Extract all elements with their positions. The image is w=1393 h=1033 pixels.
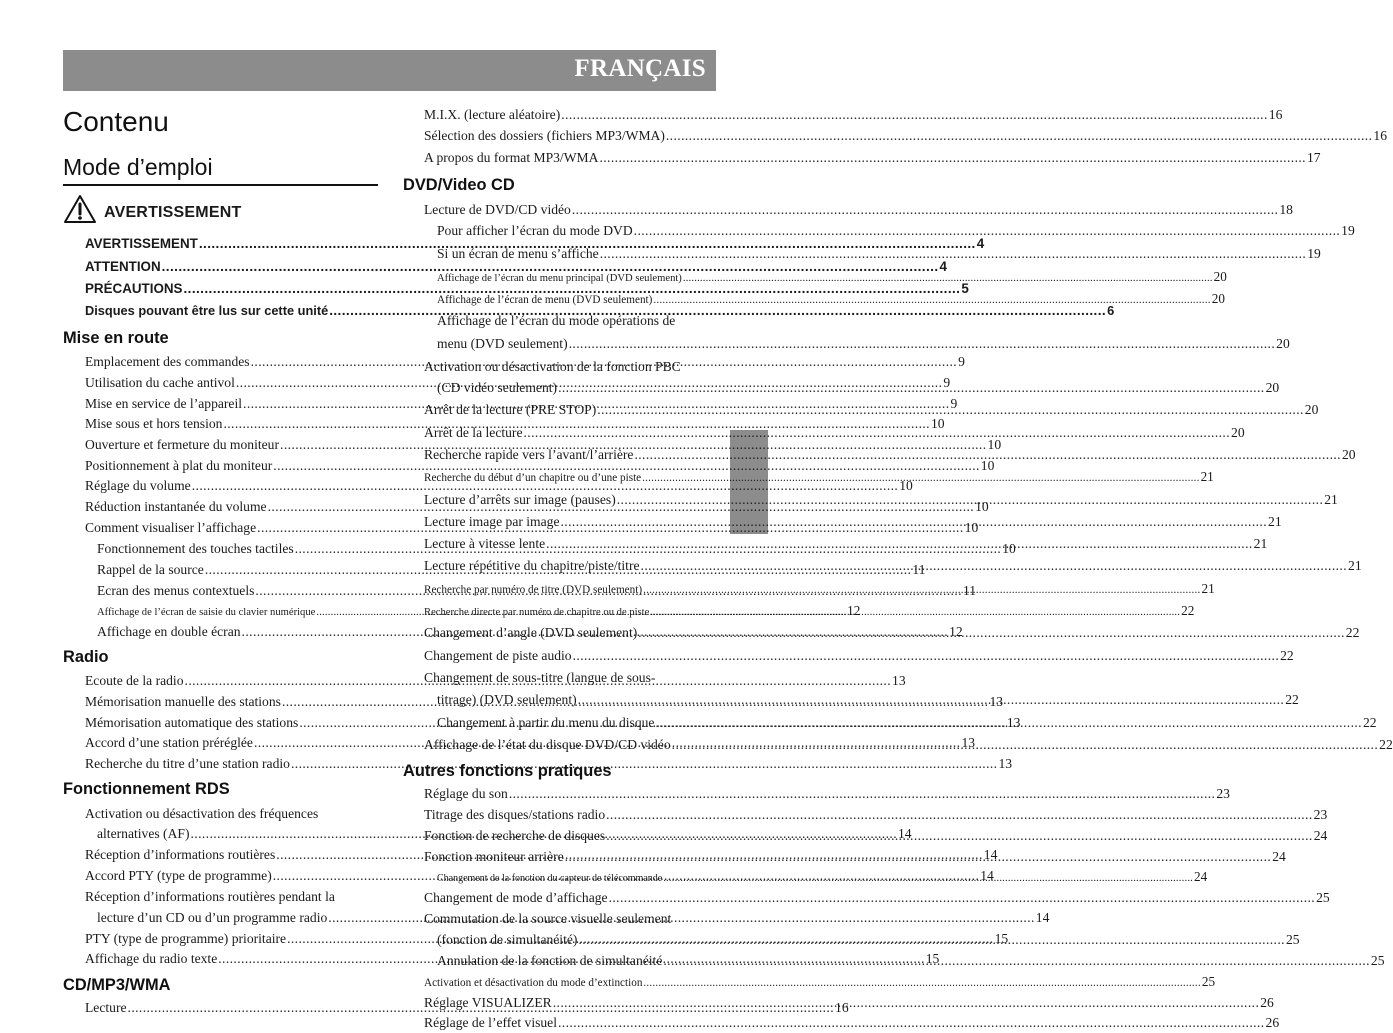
- page-subtitle: Mode d’emploi: [63, 154, 378, 186]
- toc-entry-text: Réduction instantanée du volume: [85, 499, 267, 514]
- toc-entry-page: 24: [1313, 828, 1328, 843]
- toc-entry-text: M.I.X. (lecture aléatoire): [424, 107, 561, 122]
- toc-entry-page: 19: [1341, 223, 1355, 238]
- toc-entry-text: A propos du format MP3/WMA: [424, 150, 599, 165]
- toc-entry-text: Activation et désactivation du mode d’extinction: [424, 977, 643, 989]
- toc-entry-page: 14: [1035, 910, 1050, 925]
- section-autres: Autres fonctions pratiques: [403, 762, 612, 780]
- toc-entry-text: Disques pouvant être lus sur cette unité: [85, 303, 329, 318]
- toc-entry-page: 10: [987, 437, 1002, 452]
- toc-entry-text: Utilisation du cache antivol: [85, 375, 235, 390]
- toc-entry-page: 17: [1306, 150, 1321, 165]
- toc-entry-text: Recherche par numéro de titre (DVD seulement): [424, 584, 643, 596]
- toc-entry-page: 21: [1200, 469, 1214, 484]
- toc-entry-text: Recherche du début d’un chapitre ou d’une piste: [424, 472, 642, 484]
- toc-entry-page: 4: [939, 259, 947, 274]
- toc-entry-text: Mise en service de l’appareil: [85, 396, 243, 411]
- toc-entry-text: Emplacement des commandes: [85, 354, 250, 369]
- toc-entry-page: 22: [1362, 715, 1377, 730]
- toc-entry-page: 16: [1373, 128, 1387, 143]
- toc-entry-text: Recherche directe par numéro de chapitre ou de piste: [424, 607, 650, 618]
- toc-entry[interactable]: [424, 783, 1230, 804]
- toc-entry-text: PRÉCAUTIONS: [85, 281, 183, 296]
- toc-entry-page: 19: [1307, 246, 1321, 261]
- toc-entry-text: Arrêt de la lecture (PRE STOP): [424, 402, 597, 417]
- toc-entry-text: Réglage VISUALIZER: [424, 995, 552, 1010]
- toc-entry-text: Ouverture et fermeture du moniteur: [85, 437, 280, 452]
- toc-entry-text: Affichage de l’écran de saisie du clavier numérique: [97, 607, 316, 618]
- toc-entry-text: (fonction de simultanéité): [437, 932, 578, 947]
- toc-entry-page: 25: [1316, 890, 1330, 905]
- toc-entry-text: Positionnement à plat du moniteur: [85, 458, 273, 473]
- toc-entry-text: Changement de sous-titre (langue de sous-: [424, 670, 656, 685]
- toc-entry-text: Lecture image par image: [424, 514, 560, 529]
- toc-entry-text: Changement de la fonction du capteur de télécommande: [437, 873, 663, 884]
- toc-entry-text: Mémorisation automatique des stations: [85, 715, 299, 730]
- toc-entry-text: Pour afficher l’écran du mode DVD: [437, 223, 633, 238]
- toc-entry-text: Commutation de la source visuelle seulement: [424, 911, 672, 926]
- toc-entry-page: 22: [1280, 648, 1294, 663]
- toc-entry[interactable]: [437, 266, 1227, 287]
- toc-entry-text: Mise sous et hors tension: [85, 416, 223, 431]
- toc-entry-page: 22: [1345, 625, 1360, 640]
- section-mise-en-route: Mise en route: [63, 329, 169, 347]
- toc-entry-page: 9: [958, 354, 965, 369]
- toc-entry-page: 18: [1279, 202, 1293, 217]
- toc-entry-text: Accord d’une station préréglée: [85, 735, 253, 750]
- toc-entry[interactable]: [424, 971, 1216, 992]
- toc-entry-page: 23: [1313, 807, 1328, 822]
- toc-entry-text: Changement d’angle (DVD seulement): [424, 625, 638, 640]
- toc-entry-page: 13: [989, 694, 1004, 709]
- toc-entry[interactable]: [424, 804, 1328, 825]
- toc-entry-text: Activation ou désactivation de la fonction PBC: [424, 359, 681, 374]
- toc-entry-page: 11: [962, 583, 977, 598]
- toc-entry-text: Recherche du titre d’une station radio: [85, 756, 290, 771]
- toc-entry[interactable]: [437, 288, 1225, 309]
- toc-entry-text: Ecran des menus contextuels: [97, 583, 255, 598]
- language-banner: [63, 50, 716, 91]
- toc-entry-page: 10: [899, 478, 913, 493]
- page-title: Contenu: [63, 106, 169, 137]
- toc-entry-text: AVERTISSEMENT: [85, 236, 198, 251]
- toc-entry-page: 25: [1285, 932, 1300, 947]
- toc-entry-page: 21: [1348, 558, 1362, 573]
- toc-entry-page: 13: [892, 673, 906, 688]
- toc-entry-page: 20: [1341, 447, 1356, 462]
- toc-entry-page: 4: [976, 236, 985, 251]
- toc-entry-page: 22: [1379, 737, 1393, 752]
- toc-entry-page: 21: [1253, 536, 1268, 551]
- toc-entry-page: 10: [975, 499, 989, 514]
- toc-entry[interactable]: [424, 104, 1283, 125]
- toc-entry-text: Mémorisation manuelle des stations: [85, 694, 281, 709]
- toc-entry-page: 24: [1272, 849, 1286, 864]
- toc-entry-text: Arrêt de la lecture: [424, 425, 523, 440]
- toc-entry-page: 20: [1304, 402, 1319, 417]
- toc-entry-text: Réglage du volume: [85, 478, 191, 493]
- toc-entry-text: Affichage du radio texte: [85, 951, 218, 966]
- toc-entry-text: Recherche rapide vers l’avant/l’arrière: [424, 447, 634, 462]
- toc-entry-text: Rappel de la source: [97, 562, 204, 577]
- toc-entry-page: 20: [1265, 380, 1280, 395]
- warning-triangle-icon: [63, 194, 97, 224]
- toc-entry-page: 25: [1201, 974, 1216, 989]
- toc-entry[interactable]: [437, 377, 1280, 398]
- toc-entry[interactable]: [437, 220, 1355, 241]
- toc-entry-text: Changement à partir du menu du disque: [437, 715, 655, 730]
- toc-entry[interactable]: [437, 333, 1290, 354]
- toc-entry-text: Affichage de l’écran de menu (DVD seulement): [437, 294, 653, 306]
- toc-entry-page: 21: [1201, 581, 1215, 596]
- toc-entry-page: 5: [961, 281, 969, 296]
- toc-entry[interactable]: [424, 887, 1330, 908]
- warning-heading-label: AVERTISSEMENT: [104, 204, 242, 221]
- toc-entry-text: Réception d’informations routières: [85, 847, 276, 862]
- toc-entry-text: Changement de mode d’affichage: [424, 890, 608, 905]
- toc-entry-page: 15: [994, 931, 1009, 946]
- toc-entry[interactable]: [424, 645, 1294, 666]
- toc-entry-text: Réglage de l’effet visuel: [424, 1015, 557, 1030]
- toc-entry-page: 16: [835, 1000, 849, 1015]
- toc-entry-text: Sélection des dossiers (fichiers MP3/WMA): [424, 128, 665, 143]
- toc-entry-text: Annulation de la fonction de simultanéité: [437, 953, 663, 968]
- toc-entry-text: Affichage de l’écran du menu principal (DVD seulement): [437, 273, 682, 284]
- toc-entry[interactable]: [437, 243, 1321, 264]
- toc-entry-page: 21: [1268, 514, 1282, 529]
- toc-entry-page: 10: [930, 416, 945, 431]
- toc-entry-text: Fonctionnement des touches tactiles: [97, 541, 294, 556]
- toc-entry-text: Réglage du son: [424, 786, 508, 801]
- toc-entry-page: 14: [980, 868, 994, 883]
- toc-entry-text: Lecture répétitive du chapitre/piste/titre: [424, 558, 640, 573]
- section-dvd: DVD/Video CD: [403, 176, 515, 194]
- toc-entry[interactable]: [85, 256, 947, 277]
- toc-entry-text: PTY (type de programme) prioritaire: [85, 931, 287, 946]
- toc-entry-text: Lecture: [85, 1000, 127, 1015]
- toc-entry-text: Lecture de DVD/CD vidéo: [424, 202, 571, 217]
- toc-entry-text: Fonction moniteur arrière: [424, 849, 564, 864]
- toc-entry-page: 12: [949, 624, 963, 639]
- toc-entry-page: 13: [998, 756, 1013, 771]
- toc-entry-text: Accord PTY (type de programme): [85, 868, 272, 883]
- section-cd: CD/MP3/WMA: [63, 976, 171, 994]
- toc-entry-page: 23: [1216, 786, 1230, 801]
- toc-entry-page: 10: [1002, 541, 1016, 556]
- toc-entry-page: 9: [943, 375, 951, 390]
- section-radio: Radio: [63, 648, 109, 666]
- toc-entry-text: ATTENTION: [85, 259, 161, 274]
- toc-entry-page: 20: [1213, 269, 1227, 284]
- toc-entry-text: Fonction de recherche de disques: [424, 828, 606, 843]
- toc-entry-page: 24: [1194, 869, 1208, 884]
- toc-entry-page: 10: [964, 520, 979, 535]
- toc-entry[interactable]: [424, 1012, 1280, 1033]
- section-rds: Fonctionnement RDS: [63, 780, 230, 798]
- toc-entry-page: 20: [1211, 291, 1225, 306]
- toc-entry-page: 26: [1260, 995, 1274, 1010]
- toc-entry-text: Lecture à vitesse lente: [424, 536, 546, 551]
- language-label: FRANÇAIS: [574, 55, 706, 82]
- toc-entry-page: 11: [912, 562, 926, 577]
- toc-entry-text: menu (DVD seulement): [437, 336, 568, 351]
- toc-entry-page: 13: [1006, 715, 1021, 730]
- toc-entry-page: 15: [925, 951, 940, 966]
- toc-entry-text: lecture d’un CD ou d’un programme radio: [97, 910, 328, 925]
- toc-entry-text: Affichage de l’écran du mode opérations de: [437, 313, 676, 328]
- toc-entry-page: 6: [1107, 303, 1115, 318]
- toc-entry[interactable]: [424, 125, 1387, 146]
- toc-entry-page: 12: [847, 603, 861, 618]
- toc-entry-text: Comment visualiser l’affichage: [85, 520, 257, 535]
- toc-entry-text: Ecoute de la radio: [85, 673, 184, 688]
- toc-entry-text: Titrage des disques/stations radio: [424, 807, 606, 822]
- toc-entry[interactable]: [85, 455, 995, 476]
- toc-entry-text: Activation ou désactivation des fréquences: [85, 806, 319, 821]
- toc-entry-page: 9: [950, 396, 958, 411]
- toc-entry-page: 20: [1231, 425, 1245, 440]
- toc-entry-page: 14: [983, 847, 998, 862]
- toc-entry-text: Affichage en double écran: [97, 624, 241, 639]
- toc-entry-page: 21: [1324, 492, 1338, 507]
- toc-entry-text: alternatives (AF): [97, 826, 190, 841]
- toc-entry-page: 14: [898, 826, 912, 841]
- toc-entry-text: (CD vidéo seulement): [437, 380, 558, 395]
- toc-entry-text: Si un écran de menu s’affiche: [437, 246, 599, 261]
- toc-entry-page: 26: [1265, 1015, 1280, 1030]
- toc-entry-page: 25: [1370, 953, 1385, 968]
- toc-entry-page: 22: [1181, 603, 1195, 618]
- toc-entry[interactable]: [424, 399, 1319, 420]
- toc-entry-page: 20: [1276, 336, 1290, 351]
- toc-entry-page: 16: [1268, 107, 1283, 122]
- toc-entry-text: Changement de piste audio: [424, 648, 572, 663]
- toc-entry-page: 22: [1285, 692, 1299, 707]
- toc-entry-text: titrage) (DVD seulement): [437, 692, 577, 707]
- toc-entry-text: Réception d’informations routières pendant la: [85, 889, 335, 904]
- toc-entry-page: 10: [980, 458, 995, 473]
- toc-entry[interactable]: [424, 147, 1321, 168]
- toc-entry[interactable]: [424, 199, 1293, 220]
- toc-entry-text: Affichage de l’état du disque DVD/CD vidéo: [424, 737, 671, 752]
- warning-heading: [63, 192, 241, 226]
- toc-entry-text: Lecture d’arrêts sur image (pauses): [424, 492, 616, 507]
- toc-entry-page: 13: [961, 735, 976, 750]
